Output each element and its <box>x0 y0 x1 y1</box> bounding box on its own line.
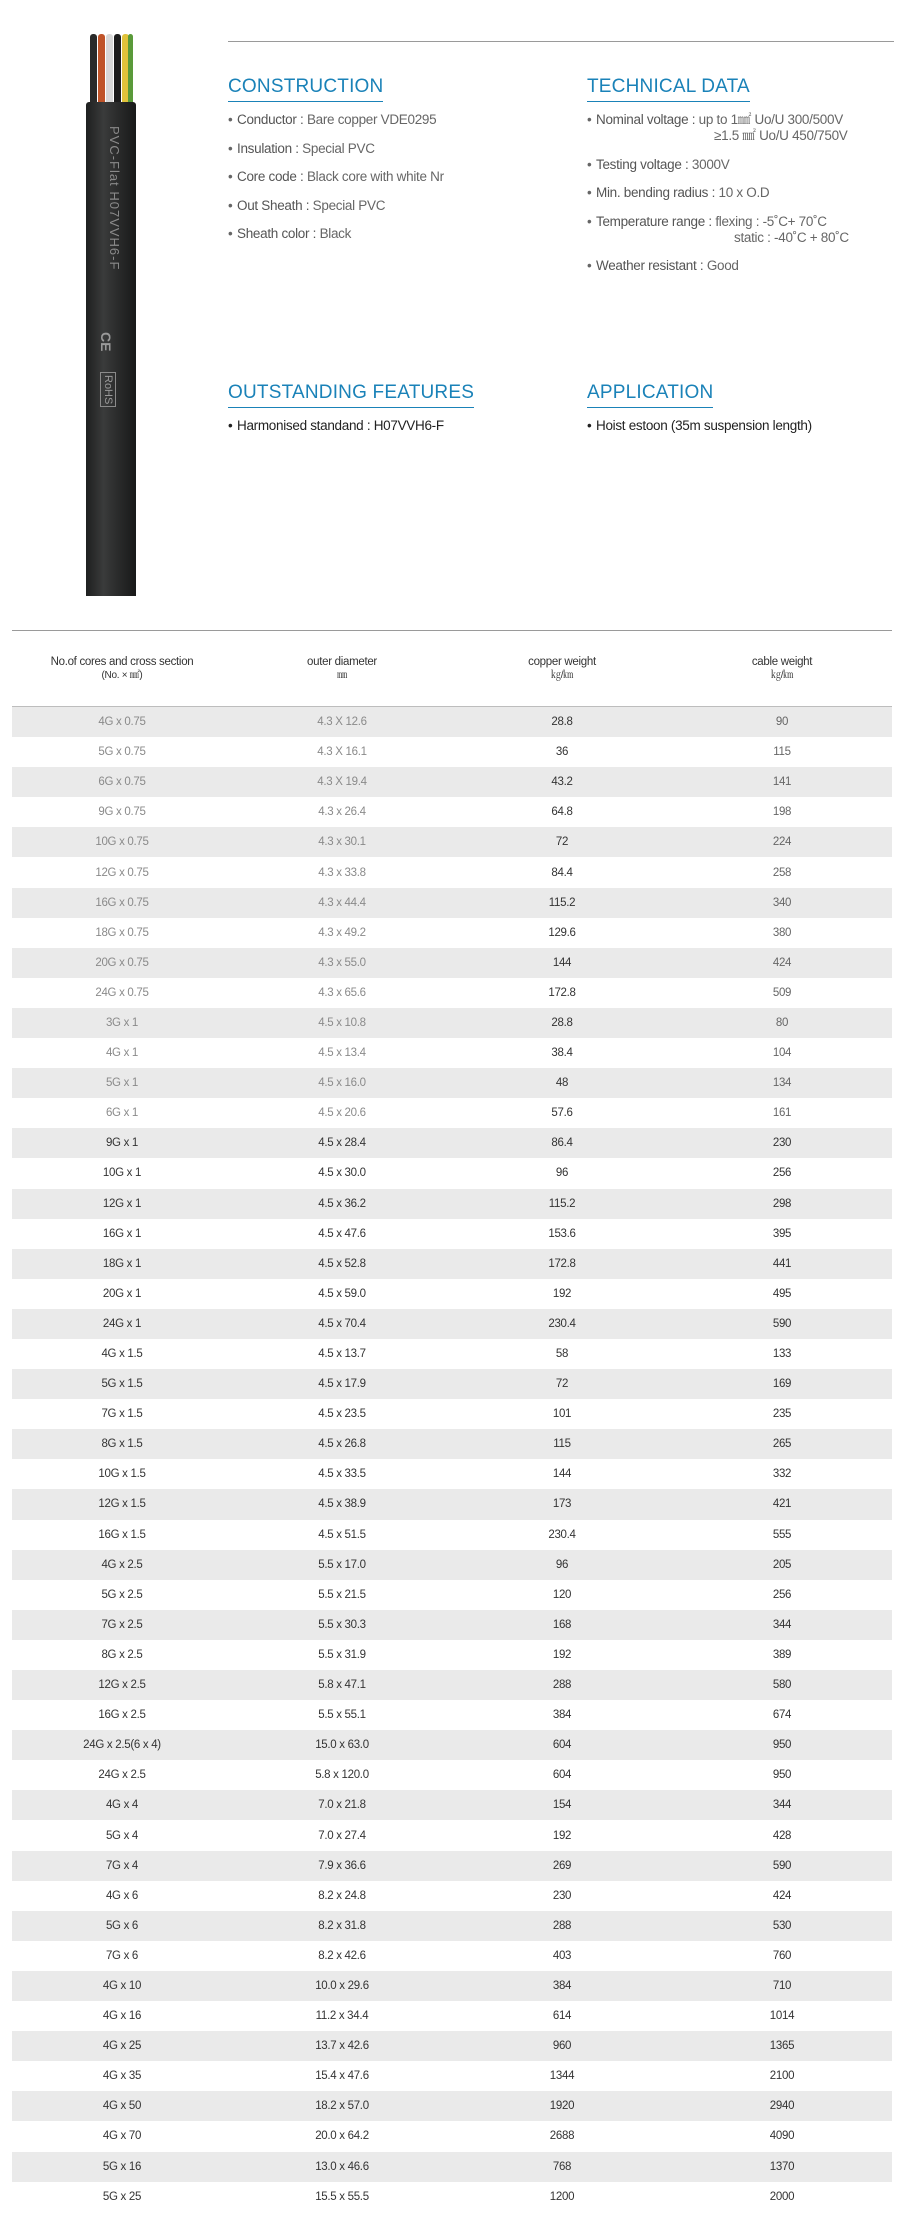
cell-copper-weight: 144 <box>552 1468 572 1481</box>
cell-outer-diameter: 4.5 x 36.2 <box>318 1197 366 1210</box>
cell-cable-weight: 428 <box>772 1829 792 1842</box>
cell-copper-weight: 230 <box>552 1889 572 1902</box>
cell-cable-weight: 332 <box>772 1468 792 1481</box>
technical-data-title: TECHNICAL DATA <box>587 76 750 102</box>
cell-cable-weight: 198 <box>772 806 792 819</box>
table-row <box>12 1881 892 1911</box>
table-row <box>12 2091 892 2121</box>
cell-cores: 4G x 50 <box>102 2100 142 2113</box>
construction-list <box>228 112 444 242</box>
cell-outer-diameter: 5.5 x 17.0 <box>318 1558 366 1571</box>
cable-print-text: PVC-Flat H07VVH6-F <box>107 126 122 271</box>
cell-copper-weight: 604 <box>552 1769 572 1782</box>
cell-copper-weight: 1344 <box>549 2070 575 2083</box>
list-item: • Harmonised standand : H07VVH6-F <box>228 418 474 434</box>
table-row <box>12 2001 892 2031</box>
cell-cable-weight: 133 <box>772 1348 792 1361</box>
cell-copper-weight: 120 <box>552 1588 572 1601</box>
cell-cable-weight: 760 <box>772 1949 792 1962</box>
rohs-mark: RoHS <box>100 372 116 407</box>
header-cable-weight: cable weight ㎏/㎞ <box>751 655 813 681</box>
cell-copper-weight: 43.2 <box>551 776 573 789</box>
list-item: • Hoist estoon (35m suspension length) <box>587 418 812 434</box>
cell-cable-weight: 161 <box>772 1107 792 1120</box>
cell-outer-diameter: 4.5 x 20.6 <box>318 1107 366 1120</box>
cell-cable-weight: 298 <box>772 1197 792 1210</box>
cell-copper-weight: 86.4 <box>551 1137 573 1150</box>
product-header <box>0 0 902 600</box>
cell-cores: 5G x 1.5 <box>101 1378 143 1391</box>
cell-cable-weight: 344 <box>772 1799 792 1812</box>
cell-outer-diameter: 7.9 x 36.6 <box>318 1859 366 1872</box>
cell-outer-diameter: 5.5 x 21.5 <box>318 1588 366 1601</box>
cell-outer-diameter: 7.0 x 27.4 <box>318 1829 366 1842</box>
cell-copper-weight: 115 <box>553 1438 571 1451</box>
cell-cable-weight: 141 <box>772 776 792 789</box>
cell-cores: 12G x 2.5 <box>98 1679 146 1692</box>
top-divider <box>228 41 894 42</box>
cell-cores: 4G x 0.75 <box>98 716 146 729</box>
cell-copper-weight: 57.6 <box>551 1107 573 1120</box>
table-row <box>12 1158 892 1188</box>
cell-copper-weight: 28.8 <box>551 1016 573 1029</box>
table-row <box>12 2182 892 2212</box>
features-section <box>228 382 474 447</box>
cell-cores: 6G x 0.75 <box>98 776 146 789</box>
cell-outer-diameter: 11.2 x 34.4 <box>315 2010 369 2023</box>
table-row <box>12 2031 892 2061</box>
cell-outer-diameter: 4.5 x 13.7 <box>318 1348 366 1361</box>
cell-cores: 20G x 1 <box>102 1287 142 1300</box>
table-row <box>12 1580 892 1610</box>
cell-cores: 5G x 1 <box>105 1077 139 1090</box>
table-row <box>12 1700 892 1730</box>
cell-cable-weight: 265 <box>772 1438 792 1451</box>
cell-cores: 7G x 2.5 <box>101 1618 143 1631</box>
cell-copper-weight: 144 <box>552 956 572 969</box>
cell-outer-diameter: 5.5 x 31.9 <box>318 1648 366 1661</box>
table-row <box>12 1730 892 1760</box>
cell-cores: 16G x 2.5 <box>98 1709 146 1722</box>
cell-outer-diameter: 15.5 x 55.5 <box>315 2190 369 2203</box>
cell-outer-diameter: 5.5 x 55.1 <box>318 1709 366 1722</box>
cell-cores: 10G x 1 <box>102 1167 142 1180</box>
cell-cores: 5G x 2.5 <box>101 1588 143 1601</box>
table-row <box>12 948 892 978</box>
cell-copper-weight: 288 <box>552 1679 572 1692</box>
cell-outer-diameter: 4.5 x 26.8 <box>318 1438 366 1451</box>
cell-outer-diameter: 7.0 x 21.8 <box>318 1799 366 1812</box>
cell-copper-weight: 1200 <box>549 2190 575 2203</box>
cell-outer-diameter: 4.3 x 26.4 <box>318 806 366 819</box>
cell-copper-weight: 84.4 <box>551 866 573 879</box>
cell-cable-weight: 256 <box>772 1167 792 1180</box>
cell-cable-weight: 380 <box>772 926 792 939</box>
cell-cable-weight: 421 <box>772 1498 792 1511</box>
cell-cable-weight: 340 <box>772 896 792 909</box>
cell-copper-weight: 96 <box>555 1558 569 1571</box>
cell-cores: 4G x 25 <box>102 2040 142 2053</box>
cell-copper-weight: 1920 <box>549 2100 575 2113</box>
table-row <box>12 1520 892 1550</box>
cell-cable-weight: 389 <box>772 1648 792 1661</box>
cell-cores: 9G x 0.75 <box>98 806 146 819</box>
cell-outer-diameter: 4.5 x 10.8 <box>318 1016 366 1029</box>
list-item: • Temperature range : flexing : -5˚C+ 70˚C static : -40˚C + 80˚C <box>587 214 849 246</box>
table-row <box>12 1249 892 1279</box>
cell-copper-weight: 96 <box>555 1167 569 1180</box>
table-row <box>12 2061 892 2091</box>
cell-copper-weight: 64.8 <box>551 806 573 819</box>
cell-cores: 24G x 1 <box>102 1317 142 1330</box>
table-row <box>12 857 892 887</box>
cell-cable-weight: 1365 <box>769 2040 795 2053</box>
cell-copper-weight: 72 <box>555 1378 569 1391</box>
list-item: • Core code : Black core with white Nr <box>228 169 444 185</box>
cell-copper-weight: 384 <box>552 1979 572 1992</box>
table-row <box>12 707 892 737</box>
cell-cores: 20G x 0.75 <box>95 956 149 969</box>
cell-cable-weight: 205 <box>772 1558 792 1571</box>
cell-copper-weight: 288 <box>552 1919 572 1932</box>
cell-copper-weight: 192 <box>552 1648 572 1661</box>
cell-outer-diameter: 13.7 x 42.6 <box>315 2040 369 2053</box>
cell-copper-weight: 604 <box>552 1739 572 1752</box>
table-row <box>12 1550 892 1580</box>
cell-cable-weight: 590 <box>772 1317 792 1330</box>
cell-copper-weight: 403 <box>552 1949 572 1962</box>
cell-cores: 5G x 6 <box>105 1919 139 1932</box>
cell-copper-weight: 172.8 <box>548 986 576 999</box>
table-row <box>12 1790 892 1820</box>
table-row <box>12 918 892 948</box>
cell-copper-weight: 48 <box>555 1077 569 1090</box>
cell-cable-weight: 590 <box>772 1859 792 1872</box>
table-row <box>12 1128 892 1158</box>
cell-outer-diameter: 4.5 x 13.4 <box>318 1047 366 1060</box>
cell-cable-weight: 104 <box>772 1047 792 1060</box>
cell-copper-weight: 154 <box>552 1799 572 1812</box>
cell-cable-weight: 115 <box>773 746 791 759</box>
cell-outer-diameter: 4.3 x 44.4 <box>318 896 366 909</box>
cell-cores: 8G x 1.5 <box>101 1438 143 1451</box>
cell-cores: 5G x 16 <box>102 2160 142 2173</box>
cell-outer-diameter: 4.5 x 28.4 <box>318 1137 366 1150</box>
table-row <box>12 1189 892 1219</box>
cell-outer-diameter: 4.5 x 52.8 <box>318 1257 366 1270</box>
cell-outer-diameter: 4.5 x 51.5 <box>318 1528 366 1541</box>
cell-cores: 10G x 0.75 <box>95 836 149 849</box>
table-row <box>12 1640 892 1670</box>
cell-copper-weight: 768 <box>552 2160 572 2173</box>
cell-outer-diameter: 5.5 x 30.3 <box>318 1618 366 1631</box>
cell-outer-diameter: 10.0 x 29.6 <box>315 1979 369 1992</box>
table-header <box>12 630 892 707</box>
cell-outer-diameter: 4.3 x 65.6 <box>318 986 366 999</box>
table-row <box>12 1820 892 1850</box>
cell-cable-weight: 950 <box>772 1769 792 1782</box>
cell-outer-diameter: 8.2 x 24.8 <box>318 1889 366 1902</box>
cell-outer-diameter: 4.3 x 55.0 <box>318 956 366 969</box>
cell-cable-weight: 580 <box>772 1679 792 1692</box>
table-row <box>12 1911 892 1941</box>
table-row <box>12 797 892 827</box>
table-row <box>12 1038 892 1068</box>
cell-copper-weight: 192 <box>552 1829 572 1842</box>
cell-cable-weight: 424 <box>772 956 792 969</box>
table-row <box>12 2152 892 2182</box>
header-outer-diameter: outer diameter ㎜ <box>307 655 377 681</box>
cell-cores: 12G x 0.75 <box>95 866 149 879</box>
cell-cable-weight: 2000 <box>769 2190 795 2203</box>
cell-cores: 4G x 4 <box>105 1799 139 1812</box>
cell-outer-diameter: 4.5 x 23.5 <box>318 1408 366 1421</box>
cell-cores: 4G x 1 <box>105 1047 139 1060</box>
cell-cores: 24G x 0.75 <box>95 986 149 999</box>
cell-cores: 5G x 4 <box>105 1829 139 1842</box>
cell-copper-weight: 173 <box>552 1498 572 1511</box>
cell-cable-weight: 230 <box>772 1137 792 1150</box>
cell-cores: 4G x 35 <box>102 2070 142 2083</box>
cell-cable-weight: 344 <box>772 1618 792 1631</box>
cell-cores: 7G x 4 <box>105 1859 139 1872</box>
cell-copper-weight: 153.6 <box>548 1227 576 1240</box>
table-row <box>12 1068 892 1098</box>
table-row <box>12 1399 892 1429</box>
table-body <box>12 707 892 2212</box>
application-title: APPLICATION <box>587 382 713 408</box>
cell-outer-diameter: 4.3 x 30.1 <box>318 836 366 849</box>
cell-outer-diameter: 18.2 x 57.0 <box>315 2100 369 2113</box>
cell-cores: 12G x 1.5 <box>98 1498 146 1511</box>
application-section <box>587 382 812 447</box>
spec-table <box>12 630 892 2212</box>
cell-outer-diameter: 4.5 x 47.6 <box>318 1227 366 1240</box>
cell-outer-diameter: 13.0 x 46.6 <box>315 2160 369 2173</box>
cell-cores: 4G x 6 <box>105 1889 139 1902</box>
header-copper-weight: copper weight ㎏/㎞ <box>528 655 596 681</box>
table-row <box>12 767 892 797</box>
cell-cores: 8G x 2.5 <box>101 1648 143 1661</box>
cell-copper-weight: 101 <box>552 1408 572 1421</box>
table-row <box>12 978 892 1008</box>
table-row <box>12 1098 892 1128</box>
cell-copper-weight: 129.6 <box>548 926 576 939</box>
cell-outer-diameter: 4.5 x 59.0 <box>318 1287 366 1300</box>
cell-cable-weight: 424 <box>772 1889 792 1902</box>
cell-cable-weight: 134 <box>772 1077 792 1090</box>
list-item: • Conductor : Bare copper VDE0295 <box>228 112 444 128</box>
cell-cores: 12G x 1 <box>102 1197 142 1210</box>
cell-copper-weight: 230.4 <box>548 1317 576 1330</box>
cell-outer-diameter: 4.3 X 16.1 <box>317 746 367 759</box>
table-row <box>12 888 892 918</box>
cell-cable-weight: 509 <box>772 986 792 999</box>
cell-copper-weight: 192 <box>552 1287 572 1300</box>
table-row <box>12 1008 892 1038</box>
cell-cores: 24G x 2.5(6 x 4) <box>83 1739 161 1752</box>
cell-cable-weight: 495 <box>772 1287 792 1300</box>
cell-outer-diameter: 15.0 x 63.0 <box>315 1739 369 1752</box>
table-row <box>12 1459 892 1489</box>
features-list <box>228 418 474 434</box>
cell-copper-weight: 72 <box>555 836 569 849</box>
cell-cable-weight: 555 <box>772 1528 792 1541</box>
cell-copper-weight: 269 <box>552 1859 572 1872</box>
cell-cores: 7G x 6 <box>105 1949 139 1962</box>
table-row <box>12 1489 892 1519</box>
technical-data-section <box>587 76 849 287</box>
cell-outer-diameter: 4.3 x 49.2 <box>318 926 366 939</box>
list-item: • Sheath color : Black <box>228 226 444 242</box>
cell-outer-diameter: 8.2 x 31.8 <box>318 1919 366 1932</box>
cell-cores: 18G x 1 <box>102 1257 142 1270</box>
cell-outer-diameter: 5.8 x 47.1 <box>318 1679 366 1692</box>
cell-cores: 9G x 1 <box>105 1137 139 1150</box>
cell-cores: 4G x 70 <box>102 2130 142 2143</box>
cell-copper-weight: 230.4 <box>548 1528 576 1541</box>
list-item: • Out Sheath : Special PVC <box>228 198 444 214</box>
features-title: OUTSTANDING FEATURES <box>228 382 474 408</box>
cell-cable-weight: 224 <box>772 836 792 849</box>
cell-cores: 6G x 1 <box>105 1107 139 1120</box>
list-item: • Weather resistant : Good <box>587 258 849 274</box>
cell-cores: 7G x 1.5 <box>101 1408 143 1421</box>
cell-copper-weight: 168 <box>552 1618 572 1631</box>
cell-cores: 16G x 1 <box>102 1227 142 1240</box>
cell-outer-diameter: 4.5 x 38.9 <box>318 1498 366 1511</box>
cell-cores: 16G x 1.5 <box>98 1528 146 1541</box>
cell-cores: 10G x 1.5 <box>98 1468 146 1481</box>
construction-title: CONSTRUCTION <box>228 76 383 102</box>
cell-copper-weight: 614 <box>552 2010 572 2023</box>
cell-cable-weight: 2100 <box>769 2070 795 2083</box>
cell-outer-diameter: 4.3 X 12.6 <box>317 716 367 729</box>
table-row <box>12 1941 892 1971</box>
cell-cores: 3G x 1 <box>105 1016 139 1029</box>
table-row <box>12 1760 892 1790</box>
table-row <box>12 1309 892 1339</box>
cell-cable-weight: 950 <box>772 1739 792 1752</box>
cell-outer-diameter: 4.3 x 33.8 <box>318 866 366 879</box>
cell-copper-weight: 115.2 <box>548 896 576 909</box>
cell-copper-weight: 36 <box>555 746 569 759</box>
table-row <box>12 1279 892 1309</box>
cell-copper-weight: 384 <box>552 1709 572 1722</box>
cell-outer-diameter: 20.0 x 64.2 <box>315 2130 369 2143</box>
table-row <box>12 1219 892 1249</box>
cell-outer-diameter: 4.5 x 17.9 <box>318 1378 366 1391</box>
cell-cores: 5G x 0.75 <box>98 746 146 759</box>
cell-cores: 4G x 1.5 <box>101 1348 143 1361</box>
cable-image <box>86 34 136 596</box>
cell-cable-weight: 4090 <box>769 2130 795 2143</box>
cell-copper-weight: 172.8 <box>548 1257 576 1270</box>
cell-outer-diameter: 8.2 x 42.6 <box>318 1949 366 1962</box>
list-item: • Min. bending radius : 10 x O.D <box>587 185 849 201</box>
cell-cores: 4G x 16 <box>102 2010 142 2023</box>
cell-outer-diameter: 4.3 X 19.4 <box>317 776 367 789</box>
table-row <box>12 1339 892 1369</box>
cell-copper-weight: 28.8 <box>551 716 573 729</box>
list-item: • Testing voltage : 3000V <box>587 157 849 173</box>
cell-cores: 16G x 0.75 <box>95 896 149 909</box>
table-row <box>12 1851 892 1881</box>
table-row <box>12 2121 892 2151</box>
cell-copper-weight: 960 <box>552 2040 572 2053</box>
cell-cable-weight: 80 <box>775 1016 789 1029</box>
cell-cable-weight: 674 <box>772 1709 792 1722</box>
cell-cores: 4G x 10 <box>102 1979 142 1992</box>
cell-cable-weight: 395 <box>772 1227 792 1240</box>
cell-outer-diameter: 4.5 x 30.0 <box>318 1167 366 1180</box>
application-list <box>587 418 812 434</box>
table-row <box>12 1610 892 1640</box>
cell-copper-weight: 38.4 <box>551 1047 573 1060</box>
cell-cable-weight: 1370 <box>769 2160 795 2173</box>
cell-cable-weight: 530 <box>772 1919 792 1932</box>
cell-cable-weight: 235 <box>772 1408 792 1421</box>
cell-cores: 18G x 0.75 <box>95 926 149 939</box>
cell-copper-weight: 115.2 <box>548 1197 576 1210</box>
list-item: • Nominal voltage : up to 1㎟ Uo/U 300/500V ≥1.5 ㎟ Uo/U 450/750V <box>587 112 849 144</box>
ce-mark: CE <box>98 332 114 352</box>
cell-copper-weight: 2688 <box>549 2130 575 2143</box>
cell-cable-weight: 441 <box>772 1257 792 1270</box>
cell-cores: 5G x 25 <box>102 2190 142 2203</box>
cell-cable-weight: 90 <box>775 716 789 729</box>
cell-outer-diameter: 4.5 x 16.0 <box>318 1077 366 1090</box>
cell-cable-weight: 710 <box>772 1979 792 1992</box>
table-row <box>12 1971 892 2001</box>
cell-cable-weight: 169 <box>772 1378 792 1391</box>
cell-cable-weight: 2940 <box>769 2100 795 2113</box>
cell-cores: 4G x 2.5 <box>101 1558 143 1571</box>
cell-outer-diameter: 5.8 x 120.0 <box>315 1769 369 1782</box>
cell-outer-diameter: 15.4 x 47.6 <box>315 2070 369 2083</box>
table-row <box>12 1369 892 1399</box>
cell-outer-diameter: 4.5 x 33.5 <box>318 1468 366 1481</box>
table-row <box>12 737 892 767</box>
construction-section <box>228 76 444 255</box>
table-row <box>12 1429 892 1459</box>
table-row <box>12 1670 892 1700</box>
cell-cable-weight: 258 <box>772 866 792 879</box>
cell-copper-weight: 58 <box>555 1348 569 1361</box>
cell-outer-diameter: 4.5 x 70.4 <box>318 1317 366 1330</box>
cell-cable-weight: 256 <box>772 1588 792 1601</box>
list-item: • Insulation : Special PVC <box>228 141 444 157</box>
technical-data-list <box>587 112 849 274</box>
cell-cores: 24G x 2.5 <box>98 1769 146 1782</box>
cell-cable-weight: 1014 <box>769 2010 795 2023</box>
header-cores: No.of cores and cross section (No. × ㎟) <box>50 655 194 681</box>
table-row <box>12 827 892 857</box>
